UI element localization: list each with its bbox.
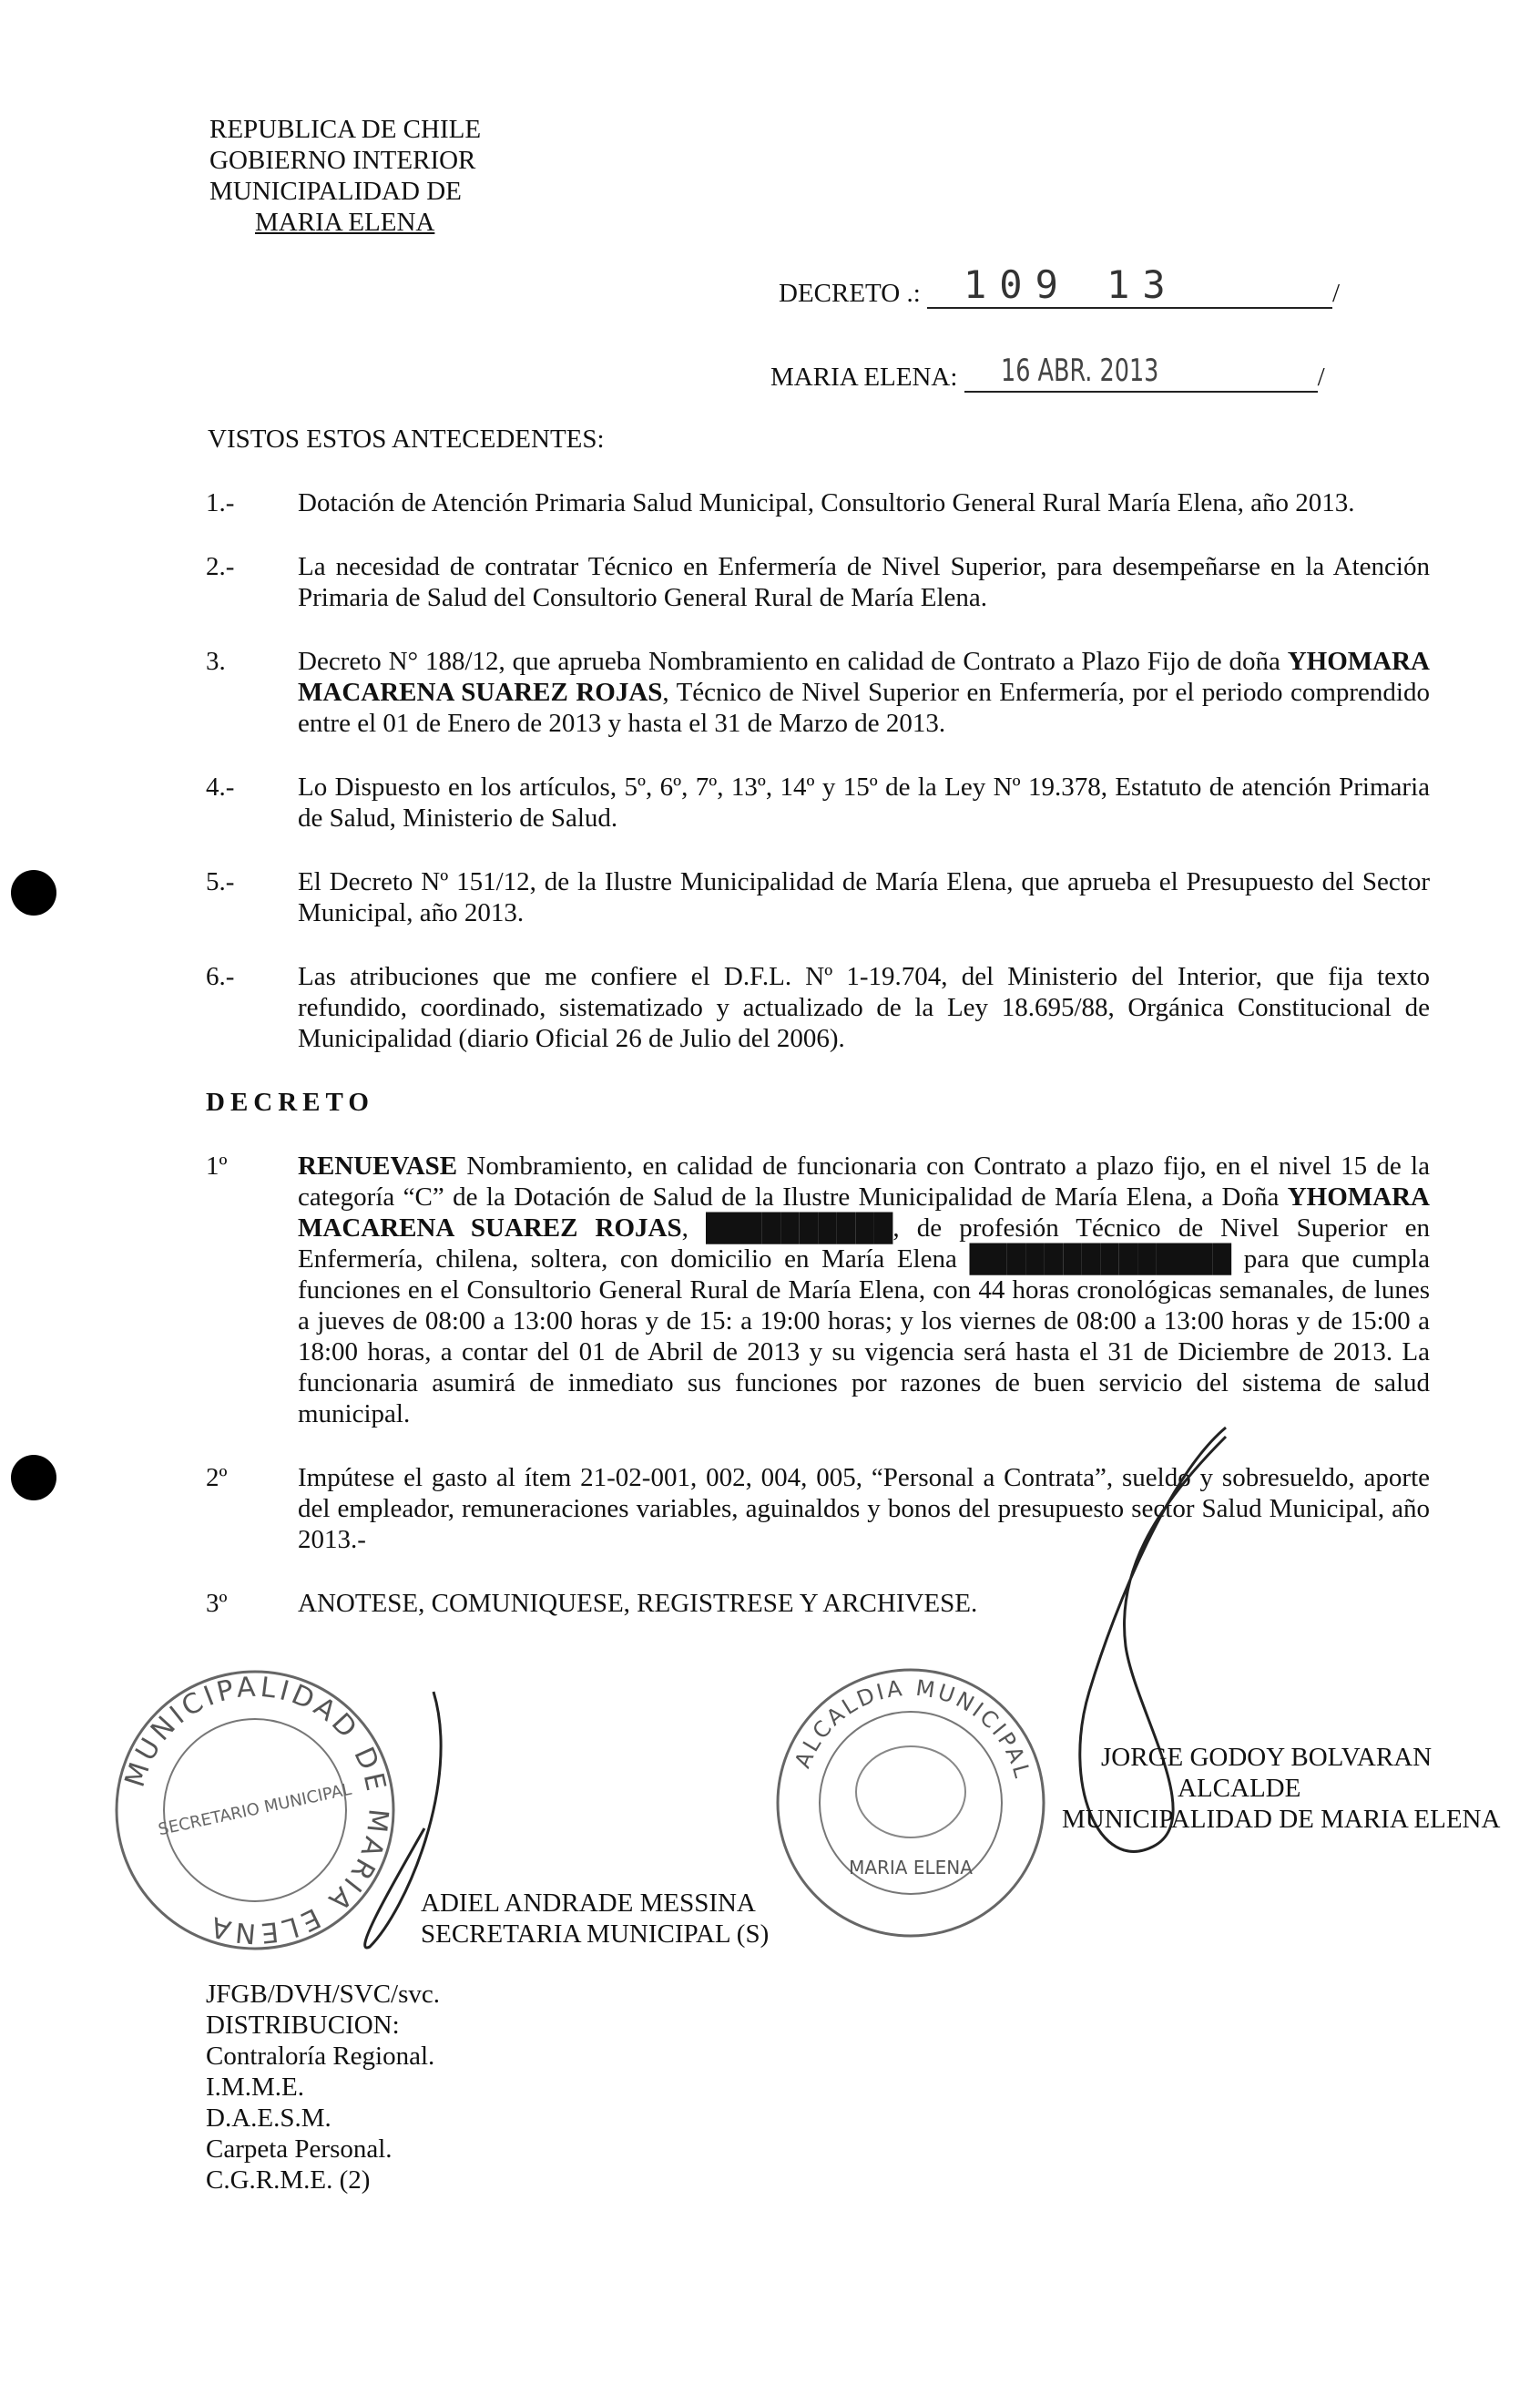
item-text: Dotación de Atención Primaria Salud Municipal, Consultorio General Rural María Elena, año 2013. [298, 488, 1355, 517]
punch-hole [11, 1455, 56, 1500]
person-name: YHOMARA MACARENA SUAREZ ROJAS [298, 647, 1430, 707]
distribution-item: C.G.R.M.E. (2) [206, 2165, 371, 2195]
letterhead-line: MARIA ELENA [255, 208, 435, 237]
distribution-item: Carpeta Personal. [206, 2134, 393, 2164]
item-number: 1.- [206, 488, 235, 517]
article-number: 2º [206, 1463, 228, 1492]
vistos-heading: VISTOS ESTOS ANTECEDENTES: [208, 425, 605, 454]
item-text: Decreto N° 188/12, que aprueba Nombramiento en calidad de Contrato a Plazo Fijo de doña YHOMARA MACARENA SUAREZ ROJAS, Técnico de Nivel Superior en Enfermería, por el periodo comprendido entre el 01 de Enero de 2013 y hasta el 31 de Marzo de 2013. [298, 647, 1430, 738]
item-number: 4.- [206, 773, 235, 802]
stamp-center-text: SECRETARIO MUNICIPAL [156, 1779, 353, 1840]
date-stamp: 16 ABR. 2013 [1000, 353, 1159, 389]
vistos-item [206, 961, 1430, 1054]
distribution-label: DISTRIBUCION: [206, 2011, 400, 2040]
decree-label: DECRETO .: [779, 279, 921, 308]
coat-of-arms-icon [856, 1746, 965, 1837]
secretary-title: SECRETARIA MUNICIPAL (S) [421, 1919, 770, 1949]
article-text: RENUEVASE Nombramiento, en calidad de funcionaria con Contrato a plazo fijo, en el nivel 15 de la categoría “C” de la Dotación de Salud de la Ilustre Municipalidad de María Elena, a Doña YHOMARA MACARENA SUAREZ ROJAS, ██████████, de profesión Técnico de Nivel Superior en Enfermería, chilena, soltera, con domicilio en María Elena ██████████████ para que cumpla funciones en el Consultorio General Rural de María Elena, con 44 horas cronológicas semanales, de lunes a jueves de 08:00 a 13:00 horas y de 15: a 19:00 horas; y los viernes de 08:00 a 13:00 horas y de 15:00 a 18:00 horas, a contar del 01 de Abril de 2013 y su vigencia será hasta el 31 de Diciembre de 2013. La funcionaria asumirá de inmediato sus funciones por razones de buen servicio del sistema de salud municipal. [298, 1151, 1430, 1428]
secretary-signature-block [421, 1888, 769, 1950]
item-text: Las atribuciones que me confiere el D.F.L. Nº 1-19.704, del Ministerio del Interior, que fija texto refundido, coordinado, sistematizado y actualizado de la Ley 18.695/88, Orgánica Constitucional de Municipalidad (diario Oficial 26 de Julio del 2006). [298, 962, 1430, 1053]
vistos-item [206, 646, 1430, 739]
item-text: El Decreto Nº 151/12, de la Ilustre Municipalidad de María Elena, que aprueba el Presupuesto del Sector Municipal, año 2013. [298, 867, 1430, 927]
article-text: Impútese el gasto al ítem 21-02-001, 002, 004, 005, “Personal a Contrata”, sueldo y sobresueldo, aporte del empleador, remuneraciones variables, aguinaldos y bonos del presupuesto sector Salud Municipal, año 2013.- [298, 1463, 1430, 1554]
letterhead [209, 114, 1430, 238]
mayor-org: MUNICIPALIDAD DE MARIA ELENA [1062, 1805, 1501, 1834]
mayor-stamp [770, 1664, 1052, 1942]
decreto-heading: DECRETO [206, 1088, 374, 1117]
initials: JFGB/DVH/SVC/svc. [206, 1980, 441, 2009]
distribution-block [206, 1979, 1430, 2195]
decree-number-stamp: 109 13 [964, 262, 1178, 307]
article-number: 1º [206, 1151, 228, 1181]
stamp-bottom-text: MARIA ELENA [849, 1857, 973, 1878]
stamp-ring-text: ALCALDIA MUNICIPAL [790, 1674, 1036, 1784]
mayor-title: ALCALDE [1178, 1774, 1301, 1803]
letterhead-line: MUNICIPALIDAD DE [209, 177, 462, 206]
item-number: 5.- [206, 867, 235, 896]
stamp-ring-text: MUNICIPALIDAD DE MARIA ELENA [118, 1671, 394, 1950]
decree-number-field: DECRETO .: 109 13 / [779, 262, 1341, 308]
date-label: MARIA ELENA: [770, 363, 958, 392]
letterhead-line: GOBIERNO INTERIOR [209, 146, 476, 175]
item-number: 3. [206, 647, 226, 676]
distribution-item: Contraloría Regional. [206, 2042, 435, 2071]
vistos-item [206, 772, 1430, 834]
distribution-item: I.M.M.E. [206, 2073, 304, 2102]
vistos-item [206, 551, 1430, 613]
article-text: ANOTESE, COMUNIQUESE, REGISTRESE Y ARCHIVESE. [298, 1589, 978, 1618]
item-text: Lo Dispuesto en los artículos, 5º, 6º, 7º, 13º, 14º y 15º de la Ley Nº 19.378, Estatuto de atención Primaria de Salud, Ministerio de Salud. [298, 773, 1430, 833]
mayor-name: JORGE GODOY BOLVARAN [1101, 1743, 1433, 1772]
mayor-signature-block [1062, 1742, 1500, 1835]
item-number: 6.- [206, 962, 235, 991]
article-number: 3º [206, 1589, 228, 1618]
article [206, 1588, 1430, 1619]
vistos-item [206, 866, 1430, 928]
vistos-item [206, 487, 1430, 518]
date-field: MARIA ELENA: 16 ABR. 2013 / [770, 353, 1325, 392]
distribution-item: D.A.E.S.M. [206, 2103, 331, 2133]
article [206, 1462, 1430, 1555]
punch-hole [11, 870, 56, 916]
item-text: La necesidad de contratar Técnico en Enfermería de Nivel Superior, para desempeñarse en la Atención Primaria de Salud del Consultorio General Rural de María Elena. [298, 552, 1430, 612]
letterhead-line: REPUBLICA DE CHILE [209, 115, 482, 144]
signature-area [118, 1655, 1501, 1970]
item-number: 2.- [206, 552, 235, 581]
document-body [118, 114, 1501, 2195]
secretary-name: ADIEL ANDRADE MESSINA [421, 1888, 756, 1918]
article [206, 1151, 1430, 1429]
person-name: YHOMARA MACARENA SUAREZ ROJAS [298, 1182, 1430, 1243]
